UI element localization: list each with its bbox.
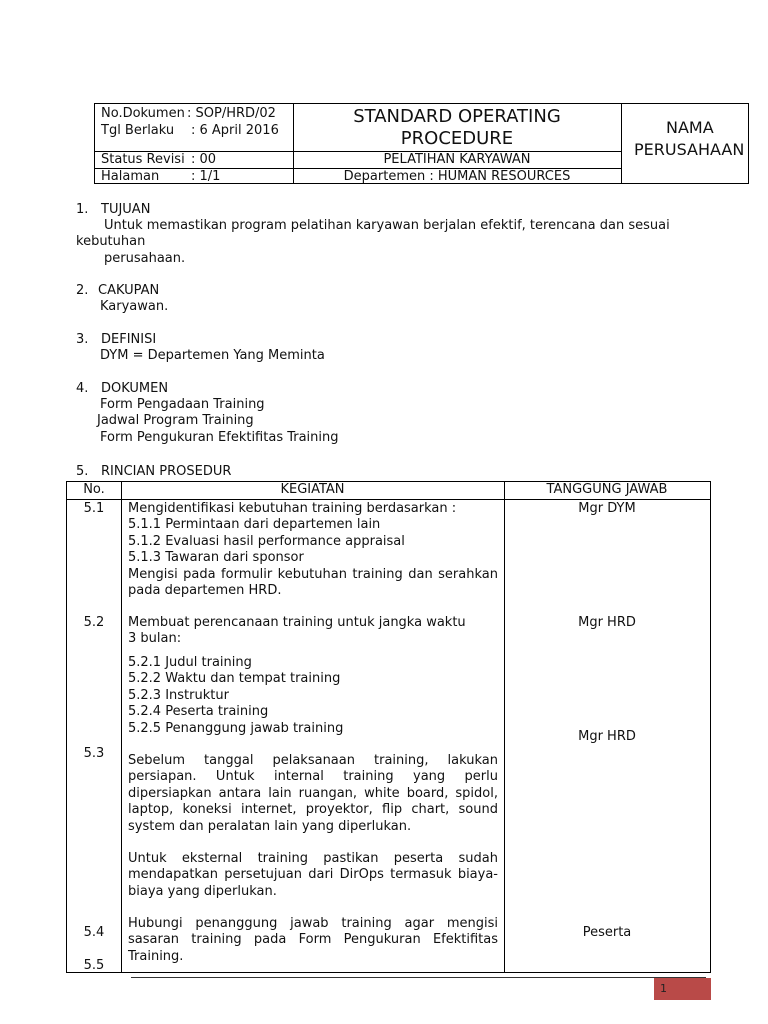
activity-text: Mengidentifikasi kebutuhan training berdasarkan : [128,501,457,516]
tgl-berlaku-label: Tgl Berlaku [101,123,175,138]
section-1-text: Untuk memastikan program pelatihan karyawan berjalan efektif, terencana dan sesuai [104,218,670,233]
activity-subitem: 5.1.2 Evaluasi hasil performance appraisal [128,534,405,549]
activity-subitem: 5.2.1 Judul training [128,655,252,670]
responsible-party: Mgr HRD [578,729,636,744]
table-header-divider [67,499,710,500]
document-list-item: Form Pengukuran Efektifitas Training [100,430,339,445]
section-5-title: RINCIAN PROSEDUR [101,464,232,479]
header-divider [621,104,622,183]
section-3-text: DYM = Departemen Yang Meminta [100,348,325,363]
row-number: 5.2 [83,615,105,630]
activity-text: Untuk eksternal training pastikan peserta sudah mendapatkan persetujuan dari DirOps termasuk biaya-biaya yang diperlukan. [128,851,498,899]
table-divider [121,482,122,972]
status-revisi-value: : 00 [191,152,217,167]
section-1-number: 1. [76,202,89,217]
section-2-text: Karyawan. [100,299,169,314]
responsible-party: Mgr HRD [578,615,636,630]
activity-text: Mengisi pada formulir kebutuhan training dan serahkan pada departemen HRD. [128,567,498,599]
section-4-title: DOKUMEN [101,381,169,396]
section-3-number: 3. [76,332,89,347]
row-number: 5.3 [83,746,105,761]
activity-subitem: 5.1.1 Permintaan dari departemen lain [128,517,381,532]
activity-subitem: 5.2.4 Peserta training [128,704,269,719]
document-list-item: Jadwal Program Training [97,413,254,428]
responsible-party: Mgr DYM [578,501,636,516]
table-divider [504,482,505,972]
status-revisi-label: Status Revisi [101,152,185,167]
activity-text: Membuat perencanaan training untuk jangka waktu 3 bulan: [128,615,466,647]
activity-subitem: 5.2.2 Waktu dan tempat training [128,671,341,686]
company-name-line2: PERUSAHAAN [634,140,745,159]
document-list-item: Form Pengadaan Training [100,397,265,412]
halaman-label: Halaman [101,169,160,184]
tgl-berlaku-value: : 6 April 2016 [191,123,279,138]
procedure-table [66,481,711,973]
column-header-kegiatan: KEGIATAN [280,482,345,497]
document-title-line1: STANDARD OPERATING [353,106,561,127]
section-3-title: DEFINISI [101,332,157,347]
section-1-title: TUJUAN [101,202,151,217]
section-1-text: perusahaan. [104,251,186,266]
no-dokumen-label: No.Dokumen [101,106,185,121]
row-number: 5.4 [83,925,105,940]
company-name-line1: NAMA [666,118,714,137]
activity-text: Sebelum tanggal pelaksanaan training, lakukan persiapan. Untuk internal training yang perlu dipersiapkan antara lain ruangan, white board, spidol, laptop, koneksi internet, proyektor, flip chart, sound system dan peralatan lain yang diperlukan. [128,753,498,834]
activity-subitem: 5.2.5 Penanggung jawab training [128,721,344,736]
document-header-table [94,103,749,184]
section-4-number: 4. [76,381,89,396]
activity-subitem: 5.1.3 Tawaran dari sponsor [128,550,304,565]
no-dokumen-value: : SOP/HRD/02 [187,106,276,121]
section-5-number: 5. [76,464,89,479]
row-number: 5.1 [83,501,105,516]
footer-rule [131,977,706,978]
activity-subitem: 5.2.3 Instruktur [128,688,229,703]
responsible-party: Peserta [582,925,632,940]
halaman-value: : 1/1 [191,169,221,184]
section-1-text: kebutuhan [76,234,146,249]
page-number-badge: 1 [654,978,711,1000]
column-header-no: No. [83,482,105,497]
document-title-line2: PROCEDURE [400,128,514,149]
section-2-title: CAKUPAN [98,283,160,298]
section-2-number: 2. [76,283,89,298]
document-subtitle: PELATIHAN KARYAWAN [383,152,531,167]
department-name: Departemen : HUMAN RESOURCES [343,169,571,184]
activity-text: Hubungi penanggung jawab training agar mengisi sasaran training pada Form Pengukuran Efektifitas Training. [128,916,498,964]
row-number: 5.5 [83,958,105,973]
column-header-tanggung-jawab: TANGGUNG JAWAB [546,482,668,497]
